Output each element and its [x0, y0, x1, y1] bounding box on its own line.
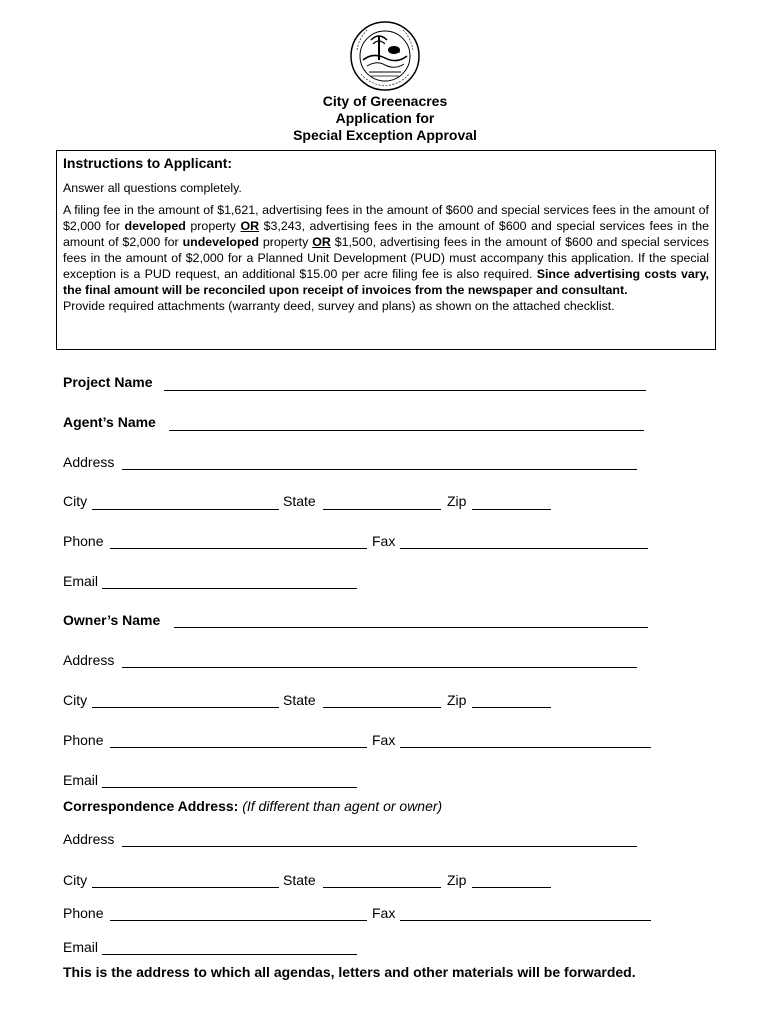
corr-state-label: State [283, 872, 316, 888]
owner-address-label: Address [63, 652, 115, 668]
corr-state-field[interactable] [323, 887, 441, 888]
title-line-2: Application for [335, 110, 435, 126]
owner-state-label: State [283, 692, 316, 708]
fee-text-4: property [258, 235, 313, 249]
agent-state-label: State [283, 493, 316, 509]
corr-address-field[interactable] [122, 846, 637, 847]
agent-city-field[interactable] [92, 509, 279, 510]
project-name-field[interactable] [164, 390, 646, 391]
fee-text-5: $1,500, advertising fees in the amount of $600 and special services fees in the amount of $2,000 for a Planned Unit Development (PUD) must accompany this application. If the special exception is a PUD request, an additional $15.00 per acre filing fee is also required. [63, 235, 709, 281]
agent-zip-field[interactable] [472, 509, 551, 510]
fee-paragraph [63, 202, 709, 298]
footer-note: This is the address to which all agendas, letters and other materials will be forwarded. [63, 964, 636, 980]
instructions-heading: Instructions to Applicant: [63, 155, 233, 171]
owner-fax-field[interactable] [400, 747, 651, 748]
owner-phone-field[interactable] [110, 747, 367, 748]
correspondence-heading [63, 798, 442, 814]
title-line-1: City of Greenacres [322, 93, 448, 109]
corr-city-label: City [63, 872, 88, 888]
document-title [0, 93, 770, 144]
agent-email-label: Email [63, 573, 99, 589]
city-seal-logo [349, 20, 421, 92]
owner-city-label: City [63, 692, 88, 708]
fee-developed: developed [124, 219, 186, 233]
or-text-2: OR [312, 235, 331, 249]
agent-fax-label: Fax [372, 533, 396, 549]
owner-name-label: Owner’s Name [63, 612, 161, 628]
agent-address-field[interactable] [122, 469, 637, 470]
corr-zip-field[interactable] [472, 887, 551, 888]
fee-text-2: property [185, 219, 241, 233]
corr-email-label: Email [63, 939, 99, 955]
or-text-1: OR [240, 219, 260, 233]
fee-text-1: A filing fee in the amount of $1,621, advertising fees in the amount of $600 and special services fees in the amount of $2,000 for [63, 203, 709, 233]
project-name-label: Project Name [63, 374, 153, 390]
agent-name-label: Agent’s Name [63, 414, 156, 430]
corr-fax-field[interactable] [400, 920, 651, 921]
owner-zip-label: Zip [447, 692, 467, 708]
agent-email-field[interactable] [102, 588, 357, 589]
corr-zip-label: Zip [447, 872, 467, 888]
corr-address-label: Address [63, 831, 115, 847]
corr-phone-field[interactable] [110, 920, 367, 921]
corr-email-field[interactable] [102, 954, 357, 955]
owner-name-field[interactable] [174, 627, 648, 628]
fee-text-3: $3,243, advertising fees in the amount of $600 and special services fees in the amount of $2,000 for [63, 219, 709, 249]
agent-phone-label: Phone [63, 533, 104, 549]
owner-email-label: Email [63, 772, 99, 788]
agent-phone-field[interactable] [110, 548, 367, 549]
agent-zip-label: Zip [447, 493, 467, 509]
corr-fax-label: Fax [372, 905, 396, 921]
title-line-3: Special Exception Approval [293, 127, 477, 143]
owner-email-field[interactable] [102, 787, 357, 788]
agent-city-label: City [63, 493, 88, 509]
corr-city-field[interactable] [92, 887, 279, 888]
correspondence-label: Correspondence Address: [63, 798, 239, 814]
fee-undeveloped: undeveloped [182, 235, 259, 249]
correspondence-note: (If different than agent or owner) [242, 798, 443, 814]
owner-fax-label: Fax [372, 732, 396, 748]
fee-bold-note: Since advertising costs vary, the final amount will be reconciled upon receipt of invoices from the newspaper and consultant. [63, 267, 710, 297]
instructions-box [56, 150, 716, 350]
owner-phone-label: Phone [63, 732, 104, 748]
owner-state-field[interactable] [323, 707, 441, 708]
owner-address-field[interactable] [122, 667, 637, 668]
attachments-text: Provide required attachments (warranty deed, survey and plans) as shown on the attached checklist. [63, 299, 615, 313]
agent-state-field[interactable] [323, 509, 441, 510]
agent-fax-field[interactable] [400, 548, 648, 549]
owner-zip-field[interactable] [472, 707, 551, 708]
answer-all-text: Answer all questions completely. [63, 181, 242, 195]
agent-address-label: Address [63, 454, 115, 470]
owner-city-field[interactable] [92, 707, 279, 708]
corr-phone-label: Phone [63, 905, 104, 921]
agent-name-field[interactable] [169, 430, 644, 431]
